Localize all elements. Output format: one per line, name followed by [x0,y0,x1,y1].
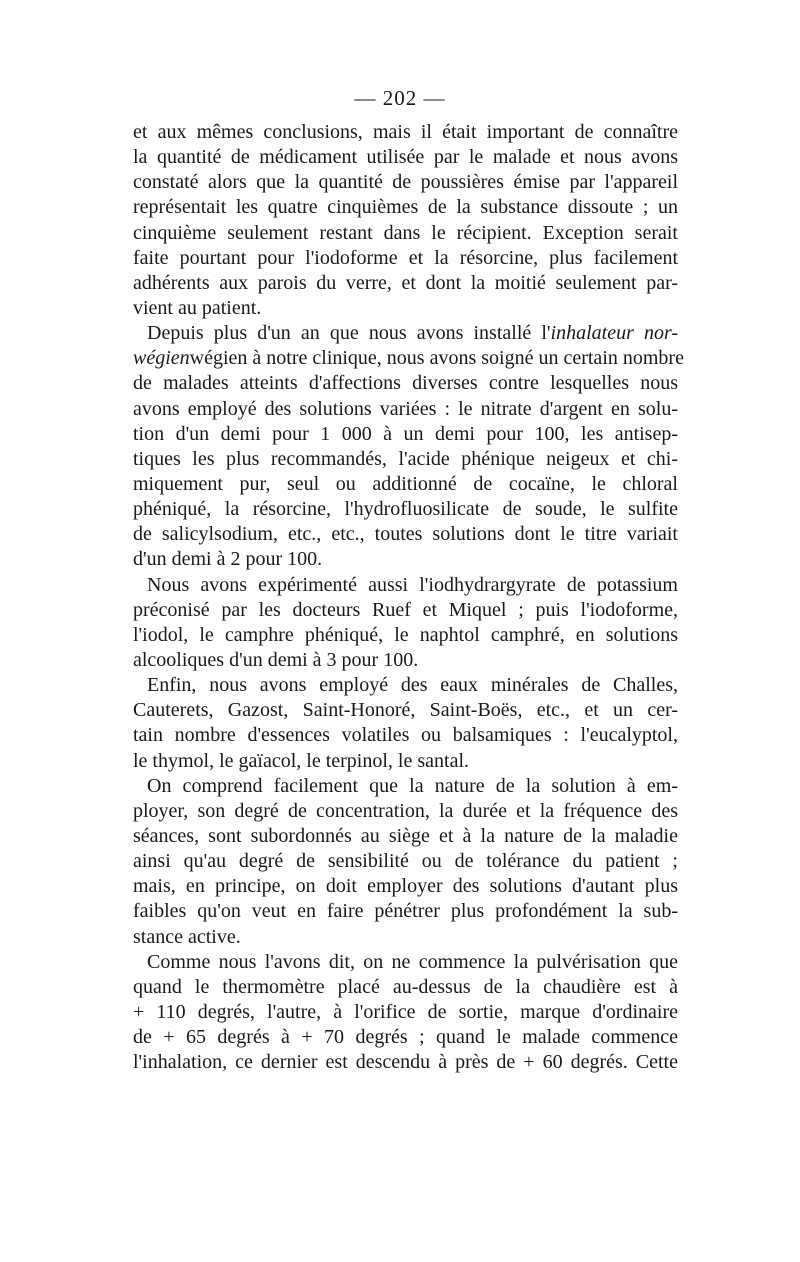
text-line: faite pourtant pour l'iodoforme et la résorcine, plus facilement [133,246,678,269]
text-line: Cauterets, Gazost, Saint-Honoré, Saint-Boës, etc., et un cer- [133,699,678,722]
text-line: représentait les quatre cinquièmes de la substance dissoute ; un [133,196,678,219]
text-line: stance active. [133,925,241,948]
text-line: tain nombre d'essences volatiles ou balsamiques : l'eucalyptol, [133,724,678,747]
text-line: avons employé des solutions variées : le nitrate d'argent en solu- [133,397,678,420]
text-run: wégien à notre clinique, nous avons soigné un certain nombre [189,347,684,370]
text-line: et aux mêmes conclusions, mais il était important de connaître [133,121,678,143]
body-text [133,120,684,1075]
text-line: phéniqué, la résorcine, l'hydrofluosilicate de soude, le sulfite [133,498,678,521]
text-line: séances, sont subordonnés au siège et à la nature de la maladie [133,824,678,847]
italic-term: wégien [133,347,190,370]
text-line: la quantité de médicament utilisée par le malade et nous avons [133,146,678,169]
text-line-with-italic [133,346,684,371]
text-line: adhérents aux parois du verre, et dont la moitié seulement par- [133,271,678,294]
text-line: miquement pur, seul ou additionné de cocaïne, le chloral [133,472,678,495]
text-line: préconisé par les docteurs Ruef et Miquel ; puis l'iodoforme, [133,598,678,621]
text-line: de malades atteints d'affections diverses contre lesquelles nous [133,372,678,395]
text-line: faibles qu'on veut en faire pénétrer plus profondément la sub- [133,900,678,923]
text-line: tion d'un demi pour 1 000 à un demi pour 100, les antisep- [133,422,678,445]
text-line: l'inhalation, ce dernier est descendu à près de + 60 degrés. Cette [133,1051,678,1074]
text-line: tiques les plus recommandés, l'acide phénique neigeux et chi- [133,447,678,470]
text-line-with-italic [133,321,678,346]
text-run: Depuis plus d'un an que nous avons installé l' [147,322,551,345]
text-line: quand le thermomètre placé au-dessus de la chaudière est à [133,975,678,998]
text-line: l'iodol, le camphre phéniqué, le naphtol camphré, en solutions [133,623,678,646]
text-line: ainsi qu'au degré de sensibilité ou de tolérance du patient ; [133,850,678,873]
text-line: constaté alors que la quantité de poussières émise par l'appareil [133,171,678,194]
text-line: cinquième seulement restant dans le récipient. Exception serait [133,221,678,244]
text-line: + 110 degrés, l'autre, à l'orifice de sortie, marque d'ordinaire [133,1000,678,1023]
text-line: Comme nous l'avons dit, on ne commence la pulvérisation que [147,950,678,973]
text-line: On comprend facilement que la nature de la solution à em- [147,774,678,797]
text-line: vient au patient. [133,296,262,319]
page-number: — 202 — [354,86,446,110]
text-line: d'un demi à 2 pour 100. [133,548,323,571]
text-line: Nous avons expérimenté aussi l'iodhydrargyrate de potassium [147,573,678,596]
italic-term: inhalateur nor- [550,322,679,345]
text-line: le thymol, le gaïacol, le terpinol, le santal. [133,749,470,772]
text-line: ployer, son degré de concentration, la durée et la fréquence des [133,799,678,822]
text-line: mais, en principe, on doit employer des solutions d'autant plus [133,875,678,898]
text-line: Enfin, nous avons employé des eaux minérales de Challes, [147,674,678,697]
text-line: de salicylsodium, etc., etc., toutes solutions dont le titre variait [133,523,678,546]
text-line: de + 65 degrés à + 70 degrés ; quand le malade commence [133,1026,678,1049]
text-line: alcooliques d'un demi à 3 pour 100. [133,648,419,671]
